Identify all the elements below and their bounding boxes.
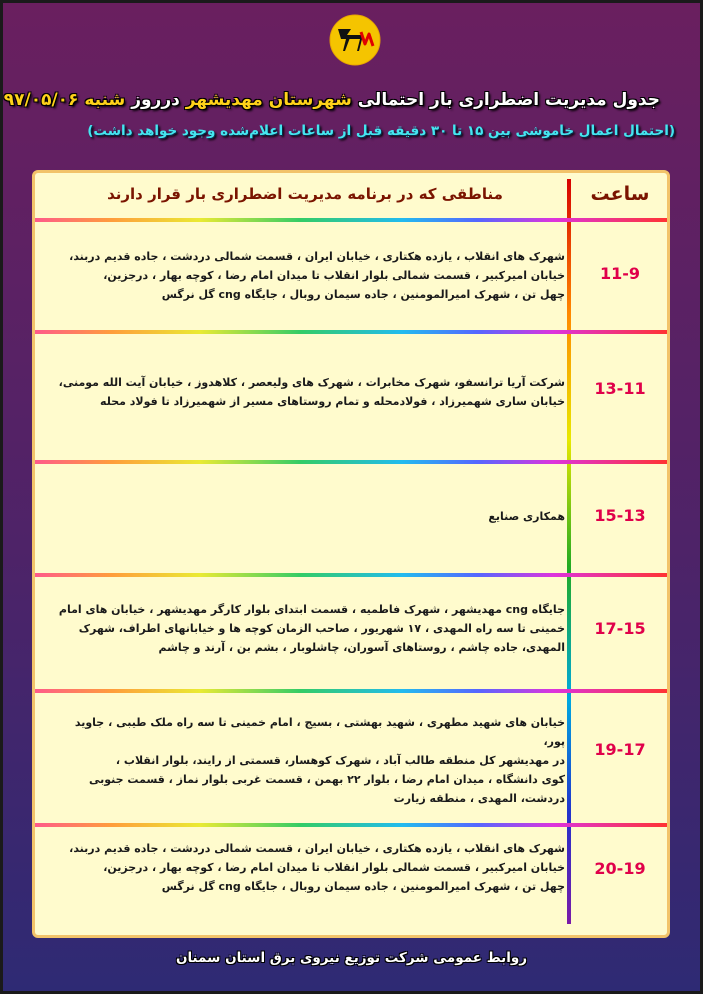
schedule-table — [32, 170, 670, 938]
row-divider — [35, 823, 667, 827]
footer-credit: روابط عمومی شرکت توزیع نیروی برق استان سمنان — [175, 950, 528, 966]
page-title — [3, 89, 660, 111]
power-company-logo-icon — [329, 14, 381, 66]
title-middle: درروز — [131, 90, 180, 110]
row-areas — [55, 839, 565, 896]
title-day: شنبه — [84, 90, 126, 110]
area-line: شهرک های انقلاب ، یازده هکتاری ، خیابان ایران ، قسمت شمالی دردشت ، جاده قدیم دربند، — [69, 250, 565, 263]
row-hour: 20-19 — [594, 859, 646, 878]
row-divider — [35, 573, 667, 577]
row-areas — [55, 713, 565, 808]
area-line: دردشت، المهدی ، منطقه زیارت — [393, 792, 565, 805]
row-hour: 13-11 — [594, 379, 646, 398]
row-hour: 11-9 — [599, 264, 641, 283]
column-header-hour: ساعت — [590, 183, 650, 205]
row-hour: 15-13 — [594, 506, 646, 525]
row-hour: 19-17 — [594, 740, 646, 759]
area-line: چهل تن ، شهرک امیرالمومنین ، جاده سیمان روبال ، جایگاه cng گل نرگس — [161, 288, 565, 301]
row-divider — [35, 689, 667, 693]
area-line: خیابان امیرکبیر ، قسمت شمالی بلوار انقلاب تا میدان امام رضا ، کوچه بهار ، درجزین، — [103, 269, 565, 282]
area-line: شهرک های انقلاب ، یازده هکتاری ، خیابان ایران ، قسمت شمالی دردشت ، جاده قدیم دربند، — [69, 842, 565, 855]
area-line: چهل تن ، شهرک امیرالمومنین ، جاده سیمان روبال ، جایگاه cng گل نرگس — [161, 880, 565, 893]
row-divider — [35, 330, 667, 334]
area-line: خمینی تا سه راه المهدی ، ۱۷ شهریور ، صاحب الزمان کوچه ها و خیابانهای اطراف، شهرک — [78, 622, 565, 635]
area-line: جایگاه cng مهدیشهر ، شهرک فاطمیه ، قسمت ابتدای بلوار کارگر مهدیشهر ، خیابان های امام — [58, 603, 565, 616]
row-areas — [55, 600, 565, 657]
column-divider — [567, 179, 571, 924]
area-line: شرکت آریا ترانسفو، شهرک مخابرات ، شهرک های ولیعصر ، کلاهدوز ، خیابان آیت الله مومنی، — [58, 376, 565, 389]
row-areas — [55, 373, 565, 411]
area-line: خیابان های شهید مطهری ، شهید بهشتی ، بسیج ، امام خمینی تا سه راه ملک طیبی ، جاوید پور، — [74, 716, 565, 748]
row-divider — [35, 460, 667, 464]
title-prefix: جدول مدیریت اضطراری بار احتمالی — [357, 90, 660, 110]
page-subtitle: (احتمال اعمال خاموشی بین ۱۵ تا ۳۰ دقیقه قبل از ساعات اعلام‌شده وجود خواهد داشت) — [87, 123, 675, 139]
area-line: خیابان ساری شهمیرزاد ، فولادمحله و تمام روستاهای مسیر از شهمیرزاد تا فولاد محله — [100, 395, 565, 408]
column-header-areas: مناطقی که در برنامه مدیریت اضطراری بار قرار دارند — [107, 185, 503, 203]
area-line: خیابان امیرکبیر ، قسمت شمالی بلوار انقلاب تا میدان امام رضا ، کوچه بهار ، درجزین، — [103, 861, 565, 874]
title-city: شهرستان مهدیشهر — [185, 90, 352, 110]
row-hour: 17-15 — [594, 619, 646, 638]
area-line: همکاری صنایع — [488, 510, 565, 523]
area-line: المهدی، جاده چاشم ، روستاهای آسوران، چاشلوبار ، بشم بن ، آرند و چاشم — [158, 641, 565, 654]
row-areas — [55, 507, 565, 526]
area-line: کوی دانشگاه ، میدان امام رضا ، بلوار ۲۲ بهمن ، قسمت غربی بلوار نماز ، قسمت جنوبی — [89, 773, 565, 786]
title-date: ۹۷/۰۵/۰۶ — [3, 90, 79, 110]
area-line: در مهدیشهر کل منطقه طالب آباد ، شهرک کوهسار، قسمتی از رایند، بلوار انقلاب ، — [115, 754, 565, 767]
row-divider — [35, 218, 667, 222]
row-areas — [55, 247, 565, 304]
